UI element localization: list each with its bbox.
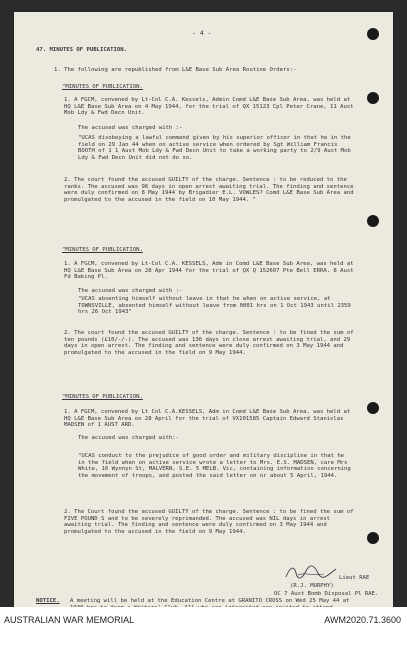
charge-intro: The accused was charged with:- bbox=[78, 435, 180, 441]
signature-unit: OC 7 Aust Bomb Disposal Pl RAE. bbox=[274, 591, 379, 597]
section-heading: 47. MINUTES OF PUBLICATION. bbox=[36, 47, 127, 53]
minute-paragraph: 1. A FGCM, convened by Lt-Col C.A. Kessels, Admin Comd L&E Base Sub Area, was held at HQ L&E Base Sub Area on 4 May 1944, for the trial of QX 15123 Cpl Peter Crane, 11 Aust Mob Ldy & Fwd Decn Unit. bbox=[64, 97, 354, 117]
notice-label: NOTICE. bbox=[36, 598, 60, 604]
minute-title: "MINUTES OF PUBLICATION. bbox=[62, 394, 143, 400]
handwritten-signature bbox=[284, 563, 338, 581]
punch-hole bbox=[367, 402, 379, 414]
minute-title: "MINUTES OF PUBLICATION. bbox=[62, 84, 143, 90]
charge-intro: The accused was charged with :- bbox=[78, 125, 183, 131]
charge-text: "UCAS conduct to the prejudice of good order and military discipline in that he in the field when on active service wrote a letter to Mrs. E.S. MADSEN, care Mrs White, 16 Wynnyn St, MALVERN, S.E. 5 MELB. Vic, containing information concerning the movement of troops, and posted the said letter on or about 5 April, 1944. bbox=[78, 453, 351, 479]
finding-paragraph: 2. The Court found the accused GUILTY of the charge. Sentence : to be fined the sum of FIVE POUND S and to be severely reprimanded. The accused was NIL days in arrest awaiting trial. The finding and sentence were duly confirmed on 3 May 1944 and promulgated to the accused in the field on 9 May 1944. bbox=[64, 509, 354, 535]
punch-hole bbox=[367, 215, 379, 227]
punch-hole bbox=[367, 92, 379, 104]
finding-paragraph: 2. The court found the accused GUILTY of the charge. Sentence : to be fined the sum of ten pounds (£10/-/-). The accused was 136 days in close arrest awaiting trial, and 29 days in open arrest. The finding and sentence were duly confirmed on 3 May 1944 and promulgated to the accused in the field on 9 May 1944. bbox=[64, 330, 354, 356]
notice-text: A meeting will be held at the Education Centre at GRANITO CROSS on Wed 25 May 44 at bbox=[70, 598, 350, 604]
page-number: - 4 - bbox=[192, 29, 212, 37]
finding-paragraph: 2. The court found the accused GUILTY of the charge. Sentence : to be reduced to the ranks. The accused was 96 days in open arrest awaiting trial. The finding and sentence were duly confirmed on 8 May 1944 by Brigadier E.L. VOWLES? Comd L&E Base Sub Area and promulgated to the accused in the field on 10 May 1944. " bbox=[64, 177, 354, 203]
archive-footer bbox=[0, 607, 407, 653]
institution-label: AUSTRALIAN WAR MEMORIAL bbox=[4, 615, 135, 625]
intro-line: 1. The following are republished from L&E Base Sub Area Routine Orders:- bbox=[54, 67, 297, 73]
punch-hole bbox=[367, 28, 379, 40]
charge-intro: The accused was charged with :- bbox=[78, 288, 183, 294]
signature-rank: Lieut RAE bbox=[339, 575, 370, 581]
charge-text: "UCAS disobeying a lawful command given by his superior officer in that he in the field on 29 Jan 44 when on active service when ordered by Sgt William Francis BOOTH of 1 1 Aust Mob Ldy & Fwd Decn Unit to take a working party to 2/9 Aust Mob Ldy & Fwd Decn Unit did not do so. bbox=[78, 135, 351, 161]
minute-paragraph: 1. A FGCM, convened by Lt-Col C.A. KESSELS, Adm in Comd L&E Base Sub Area, was held at HQ L&E Base Sub Area on 28 Apr 1944 for the trial of QX Q 152607 Pte Bell ERRA, 8 Aust Fd Baking Pl. bbox=[64, 261, 354, 281]
signature-name: (R.J. MURPHY) bbox=[290, 583, 334, 589]
minute-title: "MINUTES OF PUBLICATION. bbox=[62, 247, 143, 253]
document-page bbox=[14, 12, 393, 607]
punch-hole bbox=[367, 532, 379, 544]
charge-text: "UCAS absenting himself without leave in that he when on active service, at TOWNSVILLE, absented himself without leave from 0001 hrs on 1 Oct 1943 until 2359 hrs 26 Oct 1943" bbox=[78, 296, 351, 316]
reference-number: AWM2020.71.3600 bbox=[324, 615, 401, 625]
minute-paragraph: 1. A FGCM, convened by Lt Col C.A.KESSELS, Adm in Comd L&E Base Sub Area, was held at HQ L&E Base Sub Area on 28 April for the trial of VX101585 Captain Edward Stanislas MADSEN of 1 AUST ARD. bbox=[64, 409, 351, 429]
